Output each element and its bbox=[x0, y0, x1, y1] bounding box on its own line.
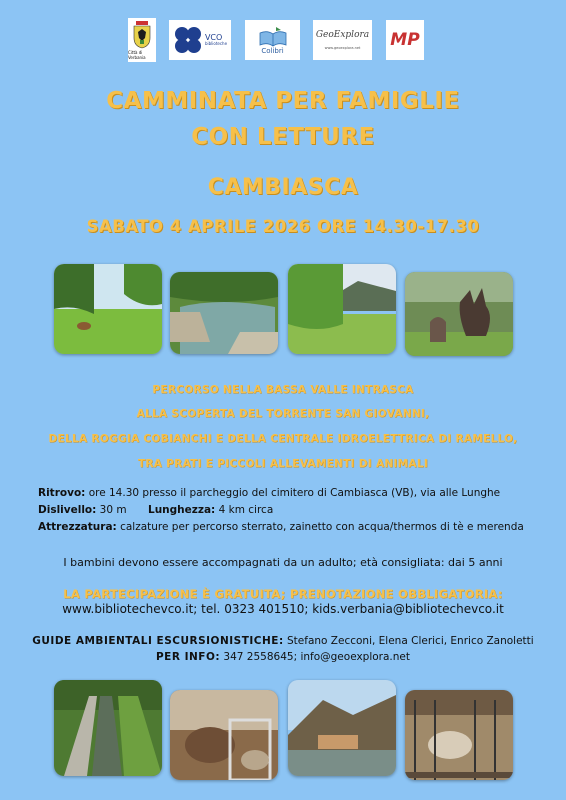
guides-names: Stefano Zecconi, Elena Clerici, Enrico Zanoletti bbox=[283, 635, 534, 647]
booking-headline: LA PARTECIPAZIONE È GRATUITA; PRENOTAZIONE OBBLIGATORIA: bbox=[63, 587, 503, 601]
geoexplora-label: GeoExplora bbox=[315, 30, 370, 40]
sponsor-logos bbox=[0, 20, 566, 66]
info-label: PER INFO: bbox=[155, 651, 221, 663]
event-title-line1: CAMMINATA PER FAMIGLIE bbox=[106, 88, 460, 114]
meeting-point-value: ore 14.30 presso il parcheggio del cimitero di Cambiasca (VB), via alle Lunghe bbox=[85, 487, 501, 499]
equipment-label: Attrezzatura: bbox=[38, 521, 117, 533]
colibri-logo bbox=[245, 20, 300, 60]
mp-logo bbox=[386, 20, 424, 60]
elevation-gain-label: Dislivello: bbox=[38, 504, 97, 516]
canal-path-photo bbox=[54, 680, 162, 776]
guides-line bbox=[0, 635, 566, 647]
children-notice: I bambini devono essere accompagnati da un adulto; età consigliata: dai 5 anni bbox=[63, 556, 503, 569]
guides-label: GUIDE AMBIENTALI ESCURSIONISTICHE: bbox=[32, 635, 284, 647]
mp-label: MP bbox=[390, 30, 420, 50]
stream-photo bbox=[170, 272, 278, 354]
vco-biblioteche-logo bbox=[169, 20, 231, 60]
equipment bbox=[38, 521, 524, 533]
valley-photo bbox=[288, 264, 396, 354]
elevation-gain bbox=[38, 504, 127, 516]
meeting-point-label: Ritrovo: bbox=[38, 487, 86, 499]
vco-label: VCO bbox=[204, 33, 223, 42]
clover-icon bbox=[173, 25, 203, 55]
route-line3: DELLA ROGGIA COBIANCHI E DELLA CENTRALE IDROELETTRICA DI RAMELLO, bbox=[48, 433, 518, 445]
vco-sublabel: biblioteche bbox=[204, 41, 228, 46]
route-length-value: 4 km circa bbox=[215, 504, 274, 516]
booking-contacts: www.bibliotechevco.it; tel. 0323 401510; kids.verbania@bibliotechevco.it bbox=[62, 602, 504, 616]
meadow-photo bbox=[54, 264, 162, 354]
city-crest-icon bbox=[132, 20, 152, 50]
route-line1: PERCORSO NELLA BASSA VALLE INTRASCA bbox=[152, 384, 414, 396]
goats-photo bbox=[170, 690, 278, 780]
sheep-pen-photo bbox=[405, 690, 513, 780]
event-date: SABATO 4 APRILE 2026 ORE 14.30-17.30 bbox=[86, 217, 480, 236]
route-length bbox=[148, 504, 273, 516]
city-caption: Città di Verbania bbox=[128, 50, 146, 60]
power-station-photo bbox=[288, 680, 396, 776]
book-hummingbird-icon bbox=[256, 25, 290, 47]
info-line bbox=[0, 651, 566, 663]
info-value: 347 2558645; info@geoexplora.net bbox=[220, 651, 411, 663]
geoexplora-logo bbox=[313, 20, 372, 60]
event-place: CAMBIASCA bbox=[207, 175, 359, 200]
route-length-label: Lunghezza: bbox=[148, 504, 216, 516]
elevation-gain-value: 30 m bbox=[96, 504, 127, 516]
route-line2: ALLA SCOPERTA DEL TORRENTE SAN GIOVANNI, bbox=[136, 408, 430, 420]
donkeys-photo bbox=[405, 272, 513, 356]
event-title-line2: CON LETTURE bbox=[191, 124, 375, 150]
colibri-label: Colibrì bbox=[261, 47, 284, 55]
equipment-value: calzature per percorso sterrato, zainetto con acqua/thermos di tè e merenda bbox=[116, 521, 524, 533]
route-line4: TRA PRATI E PICCOLI ALLEVAMENTI DI ANIMALI bbox=[137, 458, 429, 470]
meeting-point bbox=[38, 487, 500, 499]
city-of-verbania-logo bbox=[128, 18, 156, 62]
geoexplora-url: www.geoexplora.net bbox=[324, 46, 361, 50]
